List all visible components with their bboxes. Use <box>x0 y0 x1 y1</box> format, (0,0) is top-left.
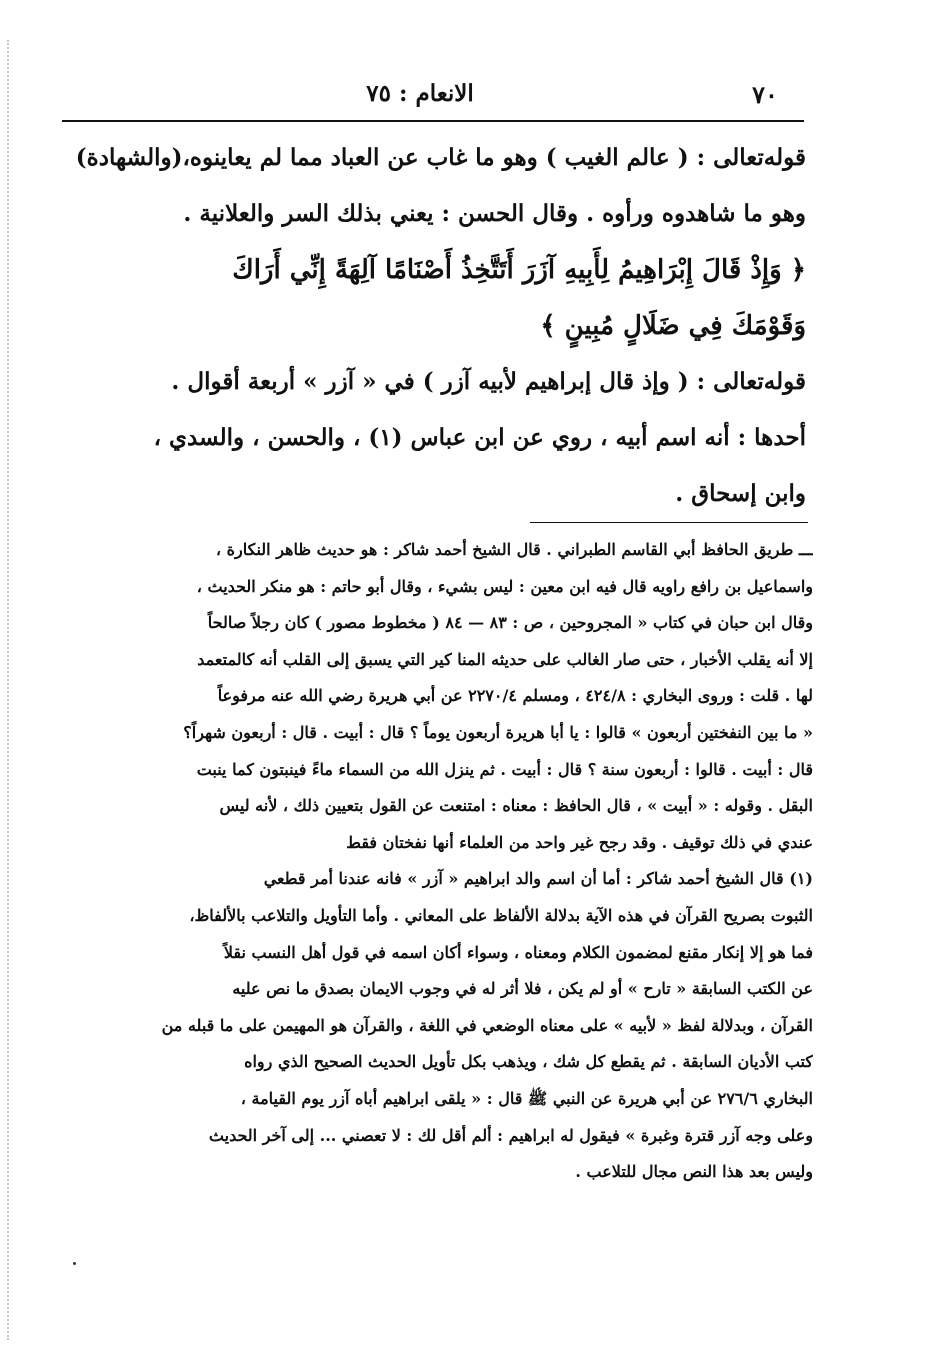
binding-edge-dots <box>7 40 11 1340</box>
footnotes-block <box>68 532 813 1191</box>
footnote-line: القرآن ، وبدلالة لفظ « لأبيه » على معناه الوضعي في اللغة ، والقرآن هو المهيمن على ما قبله من <box>161 1015 813 1035</box>
footnote-line: وقال ابن حبان في كتاب « المجروحين ، ص : ٨٣ — ٨٤ ( مخطوط مصور ) كان رجلاً صالحاً <box>207 613 813 633</box>
footnote-line: كتب الأديان السابقة . ثم يقطع كل شك ، ويذهب بكل تأويل الحديث الصحيح الذي رواه <box>244 1052 813 1072</box>
footnote-line: البقل . وقوله : « أبيت » ، قال الحافظ : معناه : امتنعت عن القول بتعيين ذلك ، لأنه ليس <box>219 796 813 816</box>
stray-ink-mark <box>73 1262 76 1265</box>
footnote-line: الثبوت بصريح القرآن في هذه الآية بدلالة الألفاظ على المعاني . وأما التأويل والتلاعب بالألفاظ، <box>189 905 813 925</box>
footnote-line: فما هو إلا إنكار مقنع لمضمون الكلام ومعناه ، وسواء أكان اسمه في قول أهل النسب نقلاً <box>223 942 813 962</box>
quran-verse-line: ﴿ وَإِذْ قَالَ إِبْرَاهِيمُ لِأَبِيهِ آزَرَ أَتَتَّخِذُ أَصْنَامًا آلِهَةً إِنِّي أَرَاكَ <box>232 255 806 285</box>
footnote-line: قال : أبيت . قالوا : أربعون سنة ؟ قال : أبيت . ثم ينزل الله من السماء ماءً فينبتون كما ينبت <box>196 759 813 779</box>
main-text-line: وابن إسحاق . <box>675 480 806 507</box>
footnote-line: البخاري ٢٧٦/٦ عن أبي هريرة عن النبي ﷺ قال : « يلقى ابراهيم أباه آزر يوم القيامة ، <box>240 1088 813 1108</box>
footnote-line: ـــ طريق الحافظ أبي القاسم الطبراني . قال الشيخ أحمد شاكر : هو حديث ظاهر النكارة ، <box>215 540 813 559</box>
main-text-line: قوله‌تعالى : ( وإذ قال إبراهيم لأبيه آزر ) في « آزر » أربعة أقوال . <box>171 368 806 395</box>
footnote-line: وليس بعد هذا النص مجال للتلاعب . <box>575 1162 813 1182</box>
footnote-line: إلا أنه يقلب الأخبار ، حتى صار الغالب على حديثه المنا كير التي يسبق إلى القلب أنه كالمتعمد <box>197 649 813 669</box>
footnote-line: لها . قلت : وروى البخاري : ٤٢٤/٨ ، ومسلم ٢٢٧٠/٤ عن أبي هريرة رضي الله عنه مرفوعاً <box>217 686 813 706</box>
footnote-line: عن الكتب السابقة « تارح » أو لم يكن ، فلا أثر له في وجوب الايمان بصدق ما نص عليه <box>232 979 813 999</box>
header-rule <box>62 120 804 122</box>
footnote-line: (١) قال الشيخ أحمد شاكر : أما أن اسم والد ابراهيم « آزر » فانه عندنا أمر قطعي <box>263 869 813 889</box>
footnote-line: وعلى وجه آزر قترة وغبرة » فيقول له ابراهيم : ألم أقل لك : لا تعصني ... إلى آخر الحديث <box>208 1125 813 1145</box>
quran-verse-line: وَقَوْمَكَ فِي ضَلَالٍ مُبِينٍ ﴾ <box>540 311 806 341</box>
footnote-line: عندي في ذلك توقيف . وقد رجح غير واحد من العلماء أنها نفختان فقط <box>346 832 813 852</box>
footnote-line: « ما بين النفختين أربعون » قالوا : يا أبا هريرة أربعون يوماً ؟ قال : أبيت . قال : أربعون شهراً؟ <box>183 722 813 742</box>
footnote-separator <box>530 522 808 523</box>
main-text-line: وهو ما شاهدوه ورأوه . وقال الحسن : يعني بذلك السر والعلانية . <box>183 200 806 227</box>
footnote-line: واسماعيل بن رافع راويه قال فيه ابن معين : ليس بشيء ، وقال أبو حاتم : هو منكر الحديث ، <box>196 576 813 596</box>
main-text-line: قوله‌تعالى : ( عالم الغيب ) وهو ما غاب عن العباد مما لم يعاينوه،(والشهادة) <box>75 144 806 171</box>
running-title: الانعام : ٧٥ <box>366 80 474 107</box>
main-text-line: أحدها : أنه اسم أبيه ، روي عن ابن عباس (١) ، والحسن ، والسدي ، <box>153 424 806 451</box>
page-number: ٧٠ <box>752 80 778 109</box>
main-text-block <box>70 130 806 522</box>
